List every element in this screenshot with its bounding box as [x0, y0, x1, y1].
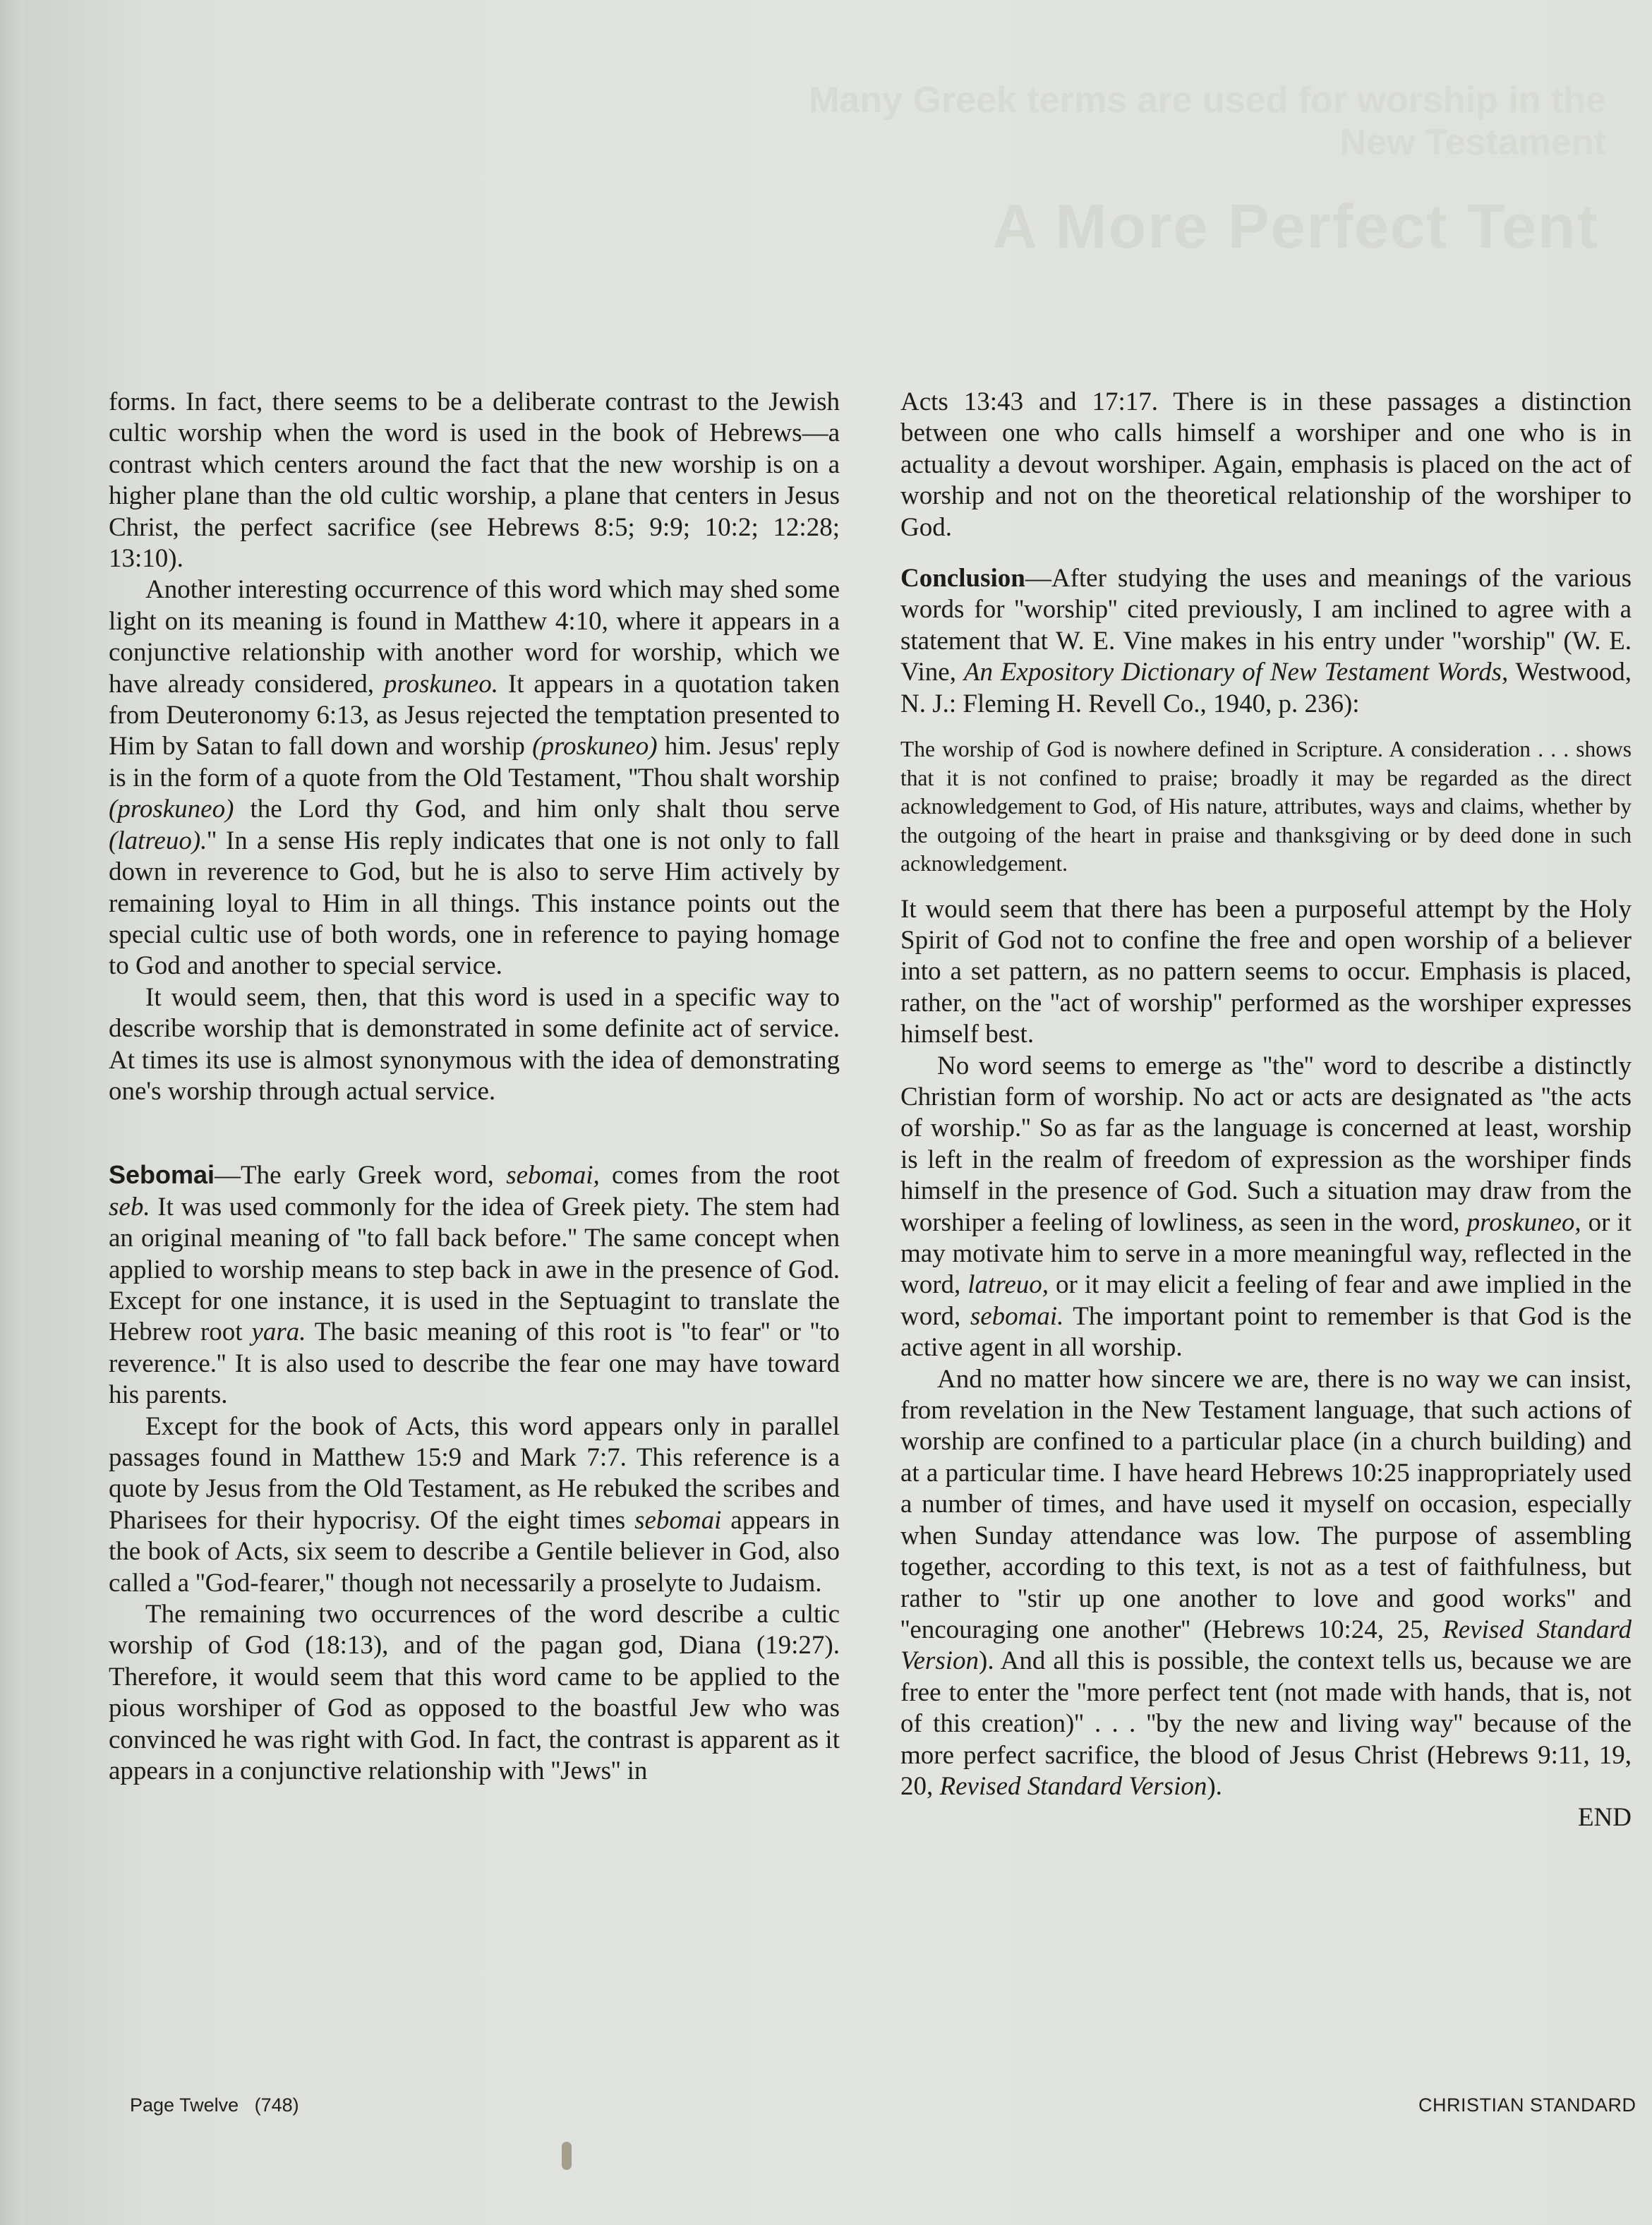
conclusion-section: Conclusion—After studying the uses and meanings of the various words for ''worship'' cited previously, I am inclined to agree with a statement that W. E. Vine makes in his entry under ''worship'' (W. E. Vine, An Expository Dictionary of New Testament Words, Westwood, N. J.: Fleming H. Revell Co., 1940, p. 236):: [900, 564, 1632, 718]
right-paragraph-3: It would seem that there has been a purposeful attempt by the Holy Spirit of God not to confine the free and open worship of a believer into a set pattern, as no pattern seems to occur. Emphasis is placed, rather, on the ''act of worship'' performed as the worshiper expresses himself best.: [900, 894, 1632, 1049]
bleed-through-title: A More Perfect Tent: [992, 191, 1599, 261]
publication-footer: CHRISTIAN STANDARD: [1418, 2094, 1636, 2116]
page-binding-edge: [0, 0, 25, 2225]
block-quote: The worship of God is nowhere defined in Scripture. A consideration . . . shows that it is not confined to praise; broadly it may be regarded as the direct acknowledgement to God, of His nature, attributes, ways and claims, whether by the outgoing of the heart in praise and thanksgiving or by deed done in such acknowledgement.: [900, 737, 1632, 876]
bleed-through-subtitle: Many Greek terms are used for worship in the New Testament: [809, 80, 1606, 163]
right-paragraph-1: Acts 13:43 and 17:17. There is in these passages a distinction between one who calls himself a worshiper and one who is in actuality a devout worshiper. Again, emphasis is placed on the act of worship and not on the theoretical relationship of the worshiper to God.: [900, 387, 1632, 542]
sebomai-section: Sebomai—The early Greek word, sebomai, comes from the root seb. It was used commonly for the idea of Greek piety. The stem had an original meaning of ''to fall back before.'' The same concept when applied to worship means to step back in awe in the presence of God. Except for one instance, it is used in the Septuagint to translate the Hebrew root yara. The basic meaning of this root is ''to fear'' or ''to reverence.'' It is also used to describe the fear one may have toward his parents.: [109, 1160, 840, 1410]
left-column: [109, 387, 840, 1787]
right-paragraph-4: No word seems to emerge as ''the'' word to describe a distinctly Christian form of worship. No act or acts are designated as ''the acts of worship.'' So as far as the language is concerned at least, worship is left in the realm of freedom of expression as the worshiper finds himself in the presence of God. Such a situation may draw from the worshiper a feeling of lowliness, as seen in the word, proskuneo, or it may motivate him to serve in a more meaningful way, reflected in the word, latreuo, or it may elicit a feeling of fear and awe implied in the word, sebomai. The important point to remember is that God is the active agent in all worship.: [900, 1051, 1632, 1363]
right-column: [900, 387, 1632, 1834]
sebomai-heading: Sebomai: [109, 1160, 215, 1190]
left-paragraph-6: The remaining two occurrences of the word describe a cultic worship of God (18:13), and of the pagan god, Diana (19:27). Therefore, it would seem that this word came to be applied to the pious worshiper of God as opposed to the boastful Jew who was convinced he was right with God. In fact, the contrast is apparent as it appears in a conjunctive relationship with ''Jews'' in: [109, 1600, 840, 1786]
left-paragraph-5: Except for the book of Acts, this word appears only in parallel passages found in Matthew 15:9 and Mark 7:7. This reference is a quote by Jesus from the Old Testament, as He rebuked the scribes and Pharisees for their hypocrisy. Of the eight times sebomai appears in the book of Acts, six seem to describe a Gentile believer in God, also called a ''God-fearer,'' though not necessarily a proselyte to Judaism.: [109, 1411, 840, 1598]
left-paragraph-3: It would seem, then, that this word is used in a specific way to describe worship that is demonstrated in some definite act of service. At times its use is almost synonymous with the idea of demonstrating one's worship through actual service.: [109, 982, 840, 1106]
left-paragraph-2: Another interesting occurrence of this word which may shed some light on its meaning is found in Matthew 4:10, where it appears in a conjunctive relationship with another word for worship, which we have already considered, proskuneo. It appears in a quotation taken from Deuteronomy 6:13, as Jesus rejected the temptation presented to Him by Satan to fall down and worship (proskuneo) him. Jesus' reply is in the form of a quote from the Old Testament, ''Thou shalt worship (proskuneo) the Lord thy God, and him only shalt thou serve (latreuo).'' In a sense His reply indicates that one is not only to fall down in reverence to God, but he is also to serve Him actively by remaining loyal to Him in all things. This instance points out the special cultic use of both words, one in reference to paying homage to God and another to special service.: [109, 575, 840, 981]
right-paragraph-5: And no matter how sincere we are, there is no way we can insist, from revelation in the New Testament language, that such actions of worship are confined to a particular place (in a church building) and at a particular time. I have heard Hebrews 10:25 inappropriately used a number of times, and have used it myself on occasion, especially when Sunday attendance was low. The purpose of assembling together, according to this text, is not as a test of faithfulness, but rather to ''stir up one another to love and good works'' and ''encouraging one another'' (Hebrews 10:24, 25, Revised Standard Version). And all this is possible, the context tells us, because we are free to enter the ''more perfect tent (not made with hands, that is, not of this creation)'' . . . ''by the new and living way'' because of the more perfect sacrifice, the blood of Jesus Christ (Hebrews 9:11, 19, 20, Revised Standard Version).: [900, 1364, 1632, 1801]
left-paragraph-1: forms. In fact, there seems to be a deliberate contrast to the Jewish cultic worship when the word is used in the book of Hebrews—a contrast which centers around the fact that the new worship is on a higher plane than the old cultic worship, a plane that centers in Jesus Christ, the perfect sacrifice (see Hebrews 8:5; 9:9; 10:2; 12:28; 13:10).: [109, 387, 840, 574]
conclusion-heading: Conclusion: [900, 564, 1025, 593]
end-marker: END: [1577, 1803, 1632, 1833]
page-blemish: [562, 2142, 572, 2170]
page-number-footer: Page Twelve (748): [130, 2094, 299, 2116]
